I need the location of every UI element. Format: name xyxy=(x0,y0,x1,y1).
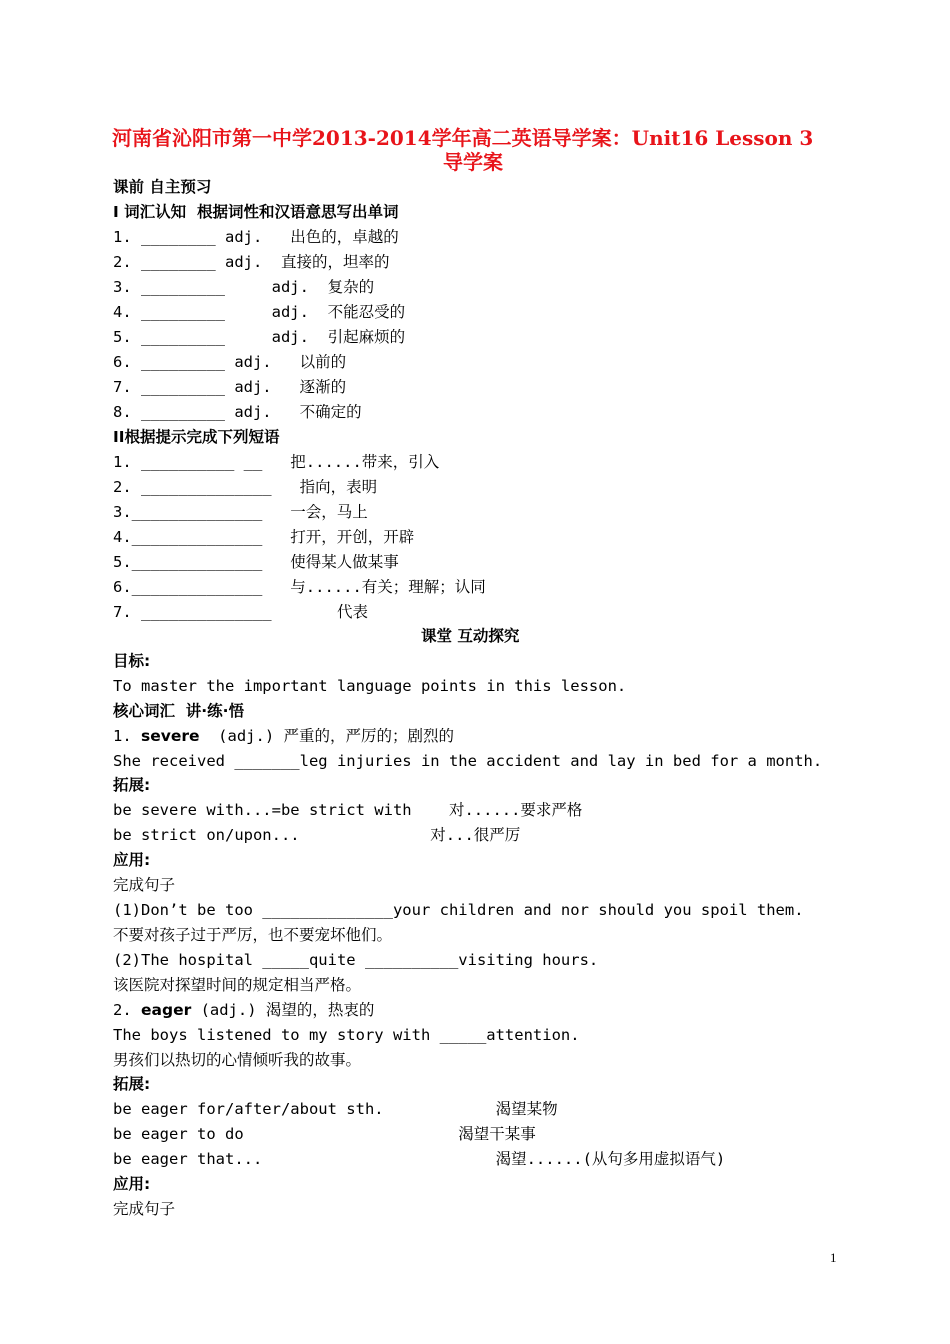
expand-item: be eager to do 渴望干某事 xyxy=(113,1125,536,1143)
classroom-heading: 课堂 互动探究 xyxy=(421,627,520,645)
example-translation: 男孩们以热切的心情倾听我的故事。 xyxy=(113,1051,362,1069)
document-title-line-1: 河南省沁阳市第一中学2013-2014学年高二英语导学案：Unit16 Lesson 3 xyxy=(112,126,814,150)
word-number: 2. xyxy=(113,1001,141,1019)
phrase-section-heading: II根据提示完成下列短语 xyxy=(113,428,280,446)
complete-sentence-label: 完成句子 xyxy=(113,1200,176,1218)
preview-heading: 课前 自主预习 xyxy=(113,178,212,196)
expand-item: be eager for/after/about sth. 渴望某物 xyxy=(113,1100,558,1118)
word-number: 1. xyxy=(113,727,141,745)
vocab-item: 8. _________ adj. 不确定的 xyxy=(113,403,362,421)
document-title-line-2: 导学案 xyxy=(443,150,503,174)
goal-text: To master the important language points in this lesson. xyxy=(113,677,627,695)
word-definition: (adj.) 渴望的，热衷的 xyxy=(191,1001,375,1019)
expand-item: be eager that... 渴望......(从句多用虚拟语气) xyxy=(113,1150,726,1168)
expand-item: be severe with...=be strict with 对......要求严格 xyxy=(113,801,583,819)
apply-label: 应用: xyxy=(113,1175,151,1193)
word-definition: (adj.) 严重的，严厉的；剧烈的 xyxy=(199,727,455,745)
vocab-item: 7. _________ adj. 逐渐的 xyxy=(113,378,347,396)
core-vocab-heading: 核心词汇 讲·练·悟 xyxy=(113,702,245,720)
goal-label: 目标: xyxy=(113,652,151,670)
vocab-item: 3. _________ adj. 复杂的 xyxy=(113,278,375,296)
example-sentence: The boys listened to my story with _____attention. xyxy=(113,1026,580,1044)
expand-label: 拓展: xyxy=(113,776,151,794)
vocab-item: 1. ________ adj. 出色的，卓越的 xyxy=(113,228,399,246)
phrase-item: 2. ______________ 指向，表明 xyxy=(113,478,378,496)
phrase-item: 4.______________ 打开，开创，开辟 xyxy=(113,528,415,546)
word-headword: severe xyxy=(141,727,200,745)
vocab-section-heading: I 词汇认知 根据词性和汉语意思写出单词 xyxy=(113,203,399,221)
word-entry-eager xyxy=(113,1000,374,1020)
vocab-item: 2. ________ adj. 直接的，坦率的 xyxy=(113,253,390,271)
exercise-translation: 该医院对探望时间的规定相当严格。 xyxy=(113,976,362,994)
word-headword: eager xyxy=(141,1001,192,1019)
phrase-item: 7. ______________ 代表 xyxy=(113,603,368,621)
apply-label: 应用: xyxy=(113,851,151,869)
exercise-translation: 不要对孩子过于严厉，也不要宠坏他们。 xyxy=(113,926,393,944)
vocab-item: 4. _________ adj. 不能忍受的 xyxy=(113,303,406,321)
exercise-sentence: (2)The hospital _____quite __________visiting hours. xyxy=(113,951,599,969)
phrase-item: 3.______________ 一会，马上 xyxy=(113,503,368,521)
vocab-item: 6. _________ adj. 以前的 xyxy=(113,353,347,371)
phrase-item: 1. __________ __ 把......带来，引入 xyxy=(113,453,440,471)
phrase-item: 6.______________ 与......有关；理解；认同 xyxy=(113,578,486,596)
expand-item: be strict on/upon... 对...很严厉 xyxy=(113,826,521,844)
phrase-item: 5.______________ 使得某人做某事 xyxy=(113,553,399,571)
exercise-sentence: (1)Don’t be too ______________your children and nor should you spoil them. xyxy=(113,901,804,919)
complete-sentence-label: 完成句子 xyxy=(113,876,176,894)
word-entry-severe xyxy=(113,726,454,746)
vocab-item: 5. _________ adj. 引起麻烦的 xyxy=(113,328,406,346)
page-number: 1 xyxy=(830,1250,837,1265)
example-sentence: She received _______leg injuries in the accident and lay in bed for a month. xyxy=(113,752,823,770)
expand-label: 拓展: xyxy=(113,1075,151,1093)
